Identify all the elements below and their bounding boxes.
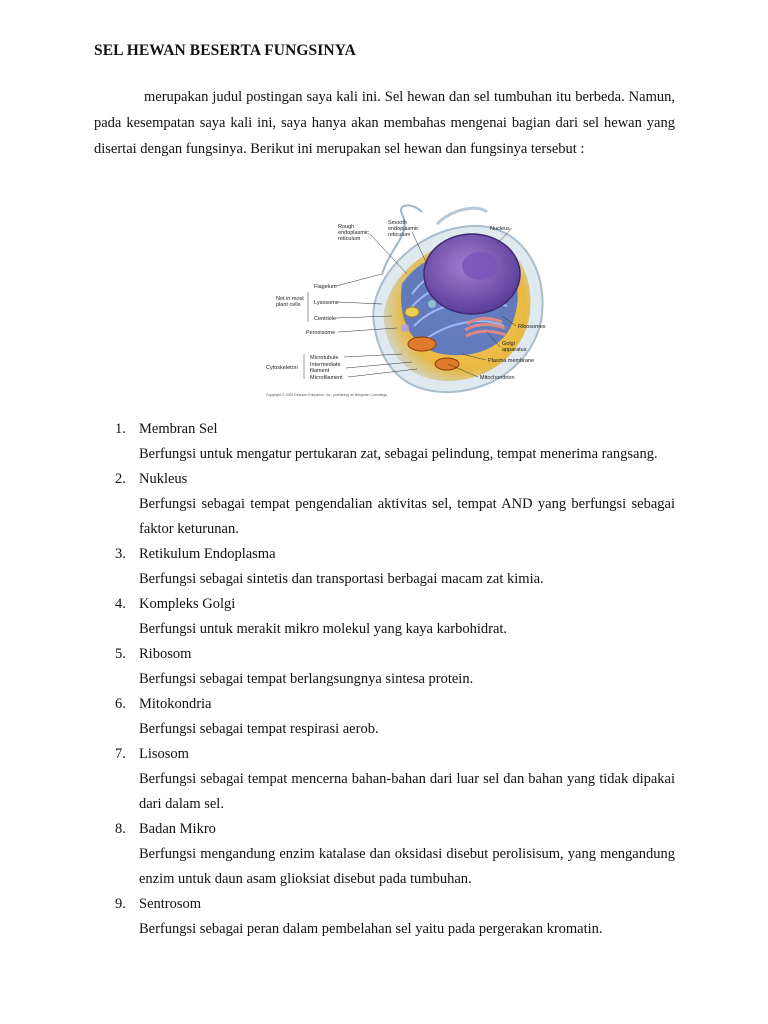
list-item-description: Berfungsi sebagai peran dalam pembelahan sel yaitu pada pergerakan kromatin. xyxy=(139,921,603,937)
label-intermediate-1: Intermediate xyxy=(310,362,341,368)
label-ribosomes: Ribosomes xyxy=(518,324,546,330)
label-flagellum: Flagelum xyxy=(314,284,337,290)
label-rough-er-2: endoplasmic xyxy=(338,230,369,236)
list-item-name: Nukleus xyxy=(139,471,188,487)
animal-cell-diagram xyxy=(262,204,547,400)
label-microtubule: Microtubule xyxy=(310,355,339,361)
list-item-name: Retikulum Endoplasma xyxy=(139,546,276,562)
list-item-name: Membran Sel xyxy=(139,421,218,437)
list-item-number: 4. xyxy=(115,596,126,612)
list-item-number: 8. xyxy=(115,821,126,837)
list-item-description: Berfungsi mengandung enzim katalase dan oksidasi disebut perolisisum, yang mengandung enzim untuk daun asam glioksiat disebut pada tumbuhan. xyxy=(139,846,675,887)
list-item-description: Berfungsi untuk merakit mikro molekul yang kaya karbohidrat. xyxy=(139,621,508,637)
label-plasma-membrane: Plasma membrane xyxy=(488,358,535,364)
organelle-list xyxy=(94,417,675,942)
mitochondrion-shape xyxy=(408,337,436,351)
list-item-number: 6. xyxy=(115,696,126,712)
list-item xyxy=(94,592,675,642)
nucleolus-shape xyxy=(462,252,498,280)
list-item-name: Lisosom xyxy=(139,746,189,762)
label-centriole: Centriole xyxy=(314,316,337,322)
label-smooth-er-3: reticulum xyxy=(388,232,411,238)
label-golgi-1: Golgi xyxy=(502,341,515,347)
label-mitochondrion: Mitochondrion xyxy=(480,375,515,381)
intro-paragraph: merupakan judul postingan saya kali ini. Sel hewan dan sel tumbuhan itu berbeda. Namun, pada kesempatan saya kali ini, saya hanya akan membahas mengenai bagian dari sel hewan yang disertai dengan fungsinya. Berikut ini merupakan sel hewan dan fungsinya tersebut : xyxy=(94,89,675,157)
label-nucleus: Nucleus xyxy=(490,226,510,232)
label-golgi-2: apparatus xyxy=(502,347,527,353)
label-cytoskeleton: Cytoskeleton xyxy=(266,365,298,371)
label-not-in-most-2: plant cells xyxy=(276,302,301,308)
animal-cell-figure xyxy=(262,204,547,400)
label-microfilament: Microfilament xyxy=(310,375,343,381)
list-item-description: Berfungsi sebagai sintetis dan transportasi berbagai macam zat kimia. xyxy=(139,571,544,587)
list-item-description: Berfungsi sebagai tempat berlangsungnya sintesa protein. xyxy=(139,671,474,687)
label-smooth-er-1: Smooth xyxy=(388,220,407,226)
list-item xyxy=(94,542,675,592)
list-item-number: 3. xyxy=(115,546,126,562)
list-item-name: Badan Mikro xyxy=(139,821,216,837)
label-intermediate-2: filament xyxy=(310,368,330,374)
list-item-number: 1. xyxy=(115,421,126,437)
list-item-number: 5. xyxy=(115,646,126,662)
label-rough-er-3: reticulum xyxy=(338,236,361,242)
list-item-name: Kompleks Golgi xyxy=(139,596,236,612)
list-item xyxy=(94,892,675,942)
list-item-description: Berfungsi untuk mengatur pertukaran zat, sebagai pelindung, tempat menerima rangsang. xyxy=(139,446,658,462)
document-title: SEL HEWAN BESERTA FUNGSINYA xyxy=(94,42,356,59)
list-item xyxy=(94,817,675,892)
list-item xyxy=(94,417,675,467)
label-smooth-er-2: endoplasmic xyxy=(388,226,419,232)
list-item-name: Ribosom xyxy=(139,646,192,662)
list-item-description: Berfungsi sebagai tempat pengendalian aktivitas sel, tempat AND yang berfungsi sebagai faktor keturunan. xyxy=(139,496,675,537)
list-item-name: Mitokondria xyxy=(139,696,212,712)
list-item-number: 7. xyxy=(115,746,126,762)
list-item-description: Berfungsi sebagai tempat respirasi aerob. xyxy=(139,721,379,737)
figure-copyright: Copyright © 2003 Pearson Education, Inc., publishing as Benjamin Cummings xyxy=(266,393,388,397)
list-item-number: 9. xyxy=(115,896,126,912)
list-item xyxy=(94,742,675,817)
list-item-number: 2. xyxy=(115,471,126,487)
label-lysosome: Lysosome xyxy=(314,300,339,306)
list-item xyxy=(94,692,675,742)
label-rough-er-1: Rough xyxy=(338,224,355,230)
list-item-description: Berfungsi sebagai tempat mencerna bahan-bahan dari luar sel dan bahan yang tidak dipakai dari dalam sel. xyxy=(139,771,675,812)
list-item xyxy=(94,467,675,542)
label-not-in-most-1: Not in most xyxy=(276,296,304,302)
list-item-name: Sentrosom xyxy=(139,896,202,912)
list-item xyxy=(94,642,675,692)
label-peroxisome: Peroxisome xyxy=(306,330,336,336)
